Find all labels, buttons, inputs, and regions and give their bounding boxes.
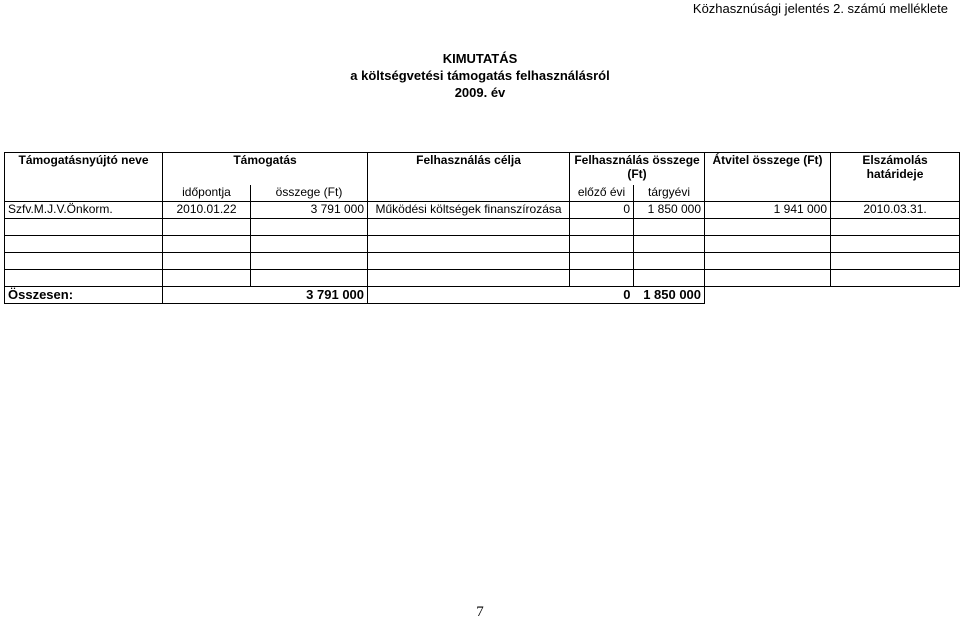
total-empty-transfer xyxy=(705,287,831,304)
header-purpose: Felhasználás célja xyxy=(368,153,570,170)
table-row-empty xyxy=(5,219,960,236)
header-purpose-spacer xyxy=(368,169,570,185)
total-prev-year: 0 xyxy=(570,287,634,304)
subheader-prev-year: előző évi xyxy=(570,185,634,202)
table-row xyxy=(5,202,960,219)
header-support: Támogatás xyxy=(163,153,368,170)
subheader-empty-transfer xyxy=(705,185,831,202)
subheader-current-year: tárgyévi xyxy=(634,185,705,202)
annex-label: Közhasznúsági jelentés 2. számú melléklete xyxy=(692,1,948,16)
cell-current-year: 1 850 000 xyxy=(634,202,705,219)
report-title-block xyxy=(0,50,960,101)
cell-transfer: 1 941 000 xyxy=(705,202,831,219)
total-label: Összesen: xyxy=(5,287,163,304)
subheader-empty-grantor xyxy=(5,185,163,202)
table-header-row xyxy=(5,153,960,170)
header-grantor: Támogatásnyújtó neve xyxy=(5,153,163,170)
cell-deadline: 2010.03.31. xyxy=(831,202,960,219)
header-transfer: Átvitel összege (Ft) xyxy=(705,153,831,170)
header-support-spacer-2 xyxy=(251,169,368,185)
table-row-empty xyxy=(5,236,960,253)
report-subtitle: a költségvetési támogatás felhasználásról xyxy=(350,68,610,83)
subheader-empty-purpose xyxy=(368,185,570,202)
header-grantor-spacer xyxy=(5,169,163,185)
report-title: KIMUTATÁS xyxy=(442,51,518,66)
cell-amount: 3 791 000 xyxy=(251,202,368,219)
total-empty-purpose xyxy=(368,287,570,304)
total-empty-deadline xyxy=(831,287,960,304)
header-usage-amount: Felhasználás összege (Ft) xyxy=(570,153,705,186)
subheader-empty-deadline xyxy=(831,185,960,202)
page-number: 7 xyxy=(476,604,484,620)
cell-date: 2010.01.22 xyxy=(163,202,251,219)
header-deadline: Elszámolás határideje xyxy=(831,153,960,186)
report-year: 2009. év xyxy=(454,85,506,100)
total-amount: 3 791 000 xyxy=(163,287,368,304)
table-row-empty xyxy=(5,270,960,287)
table-subheader-row xyxy=(5,185,960,202)
cell-purpose: Működési költségek finanszírozása xyxy=(368,202,570,219)
grant-usage-table xyxy=(4,152,960,304)
table-header-row-spacer xyxy=(5,169,960,185)
subheader-amount: összege (Ft) xyxy=(251,185,368,202)
cell-grantor: Szfv.M.J.V.Önkorm. xyxy=(5,202,163,219)
total-current-year: 1 850 000 xyxy=(634,287,705,304)
total-row xyxy=(5,287,960,304)
header-support-spacer-1 xyxy=(163,169,251,185)
subheader-date: időpontja xyxy=(163,185,251,202)
table-row-empty xyxy=(5,253,960,270)
header-transfer-spacer xyxy=(705,169,831,185)
cell-prev-year: 0 xyxy=(570,202,634,219)
